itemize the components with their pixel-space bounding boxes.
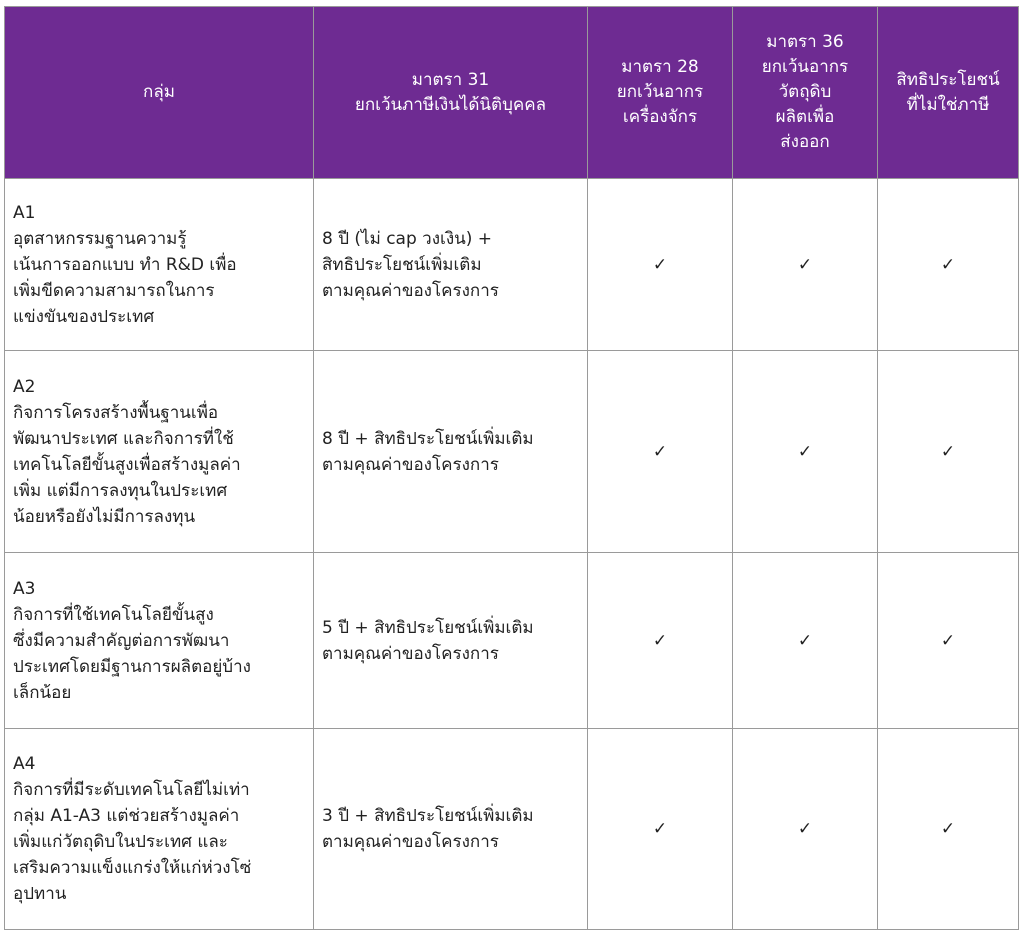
check-icon: ✓ bbox=[733, 729, 878, 930]
cit-exemption-cell: 8 ปี (ไม่ cap วงเงิน) + สิทธิประโยชน์เพิ่มเติม ตามคุณค่าของโครงการ bbox=[314, 179, 588, 351]
check-icon: ✓ bbox=[878, 179, 1019, 351]
group-code: A2 bbox=[13, 376, 36, 397]
header-non-tax: สิทธิประโยชน์ ที่ไม่ใช่ภาษี bbox=[878, 7, 1019, 179]
check-icon: ✓ bbox=[878, 729, 1019, 930]
group-cell bbox=[5, 729, 314, 930]
header-row bbox=[5, 7, 1019, 179]
check-icon: ✓ bbox=[878, 553, 1019, 729]
check-icon: ✓ bbox=[878, 351, 1019, 553]
group-description: กิจการโครงสร้างพื้นฐานเพื่อ พัฒนาประเทศ และกิจการที่ใช้ เทคโนโลยีขั้นสูงเพื่อสร้างมูลค่า เพิ่ม แต่มีการลงทุนในประเทศ น้อยหรือยังไม่มีการลงทุน bbox=[13, 402, 241, 527]
header-section-31: มาตรา 31 ยกเว้นภาษีเงินได้นิติบุคคล bbox=[314, 7, 588, 179]
check-icon: ✓ bbox=[588, 729, 733, 930]
header-group: กลุ่ม bbox=[5, 7, 314, 179]
group-description: อุตสาหกรรมฐานความรู้ เน้นการออกแบบ ทำ R&D เพื่อ เพิ่มขีดความสามารถในการ แข่งขันของประเทศ bbox=[13, 228, 237, 327]
check-icon: ✓ bbox=[588, 553, 733, 729]
group-cell bbox=[5, 351, 314, 553]
table-row bbox=[5, 553, 1019, 729]
group-cell bbox=[5, 179, 314, 351]
check-icon: ✓ bbox=[588, 351, 733, 553]
group-description: กิจการที่ใช้เทคโนโลยีขั้นสูง ซึ่งมีความสำคัญต่อการพัฒนา ประเทศโดยมีฐานการผลิตอยู่บ้าง เล็กน้อย bbox=[13, 604, 251, 703]
investment-privileges-table bbox=[4, 6, 1019, 930]
group-code: A4 bbox=[13, 754, 36, 774]
table-row bbox=[5, 729, 1019, 930]
check-icon: ✓ bbox=[733, 351, 878, 553]
group-description: กิจการที่มีระดับเทคโนโลยีไม่เท่า กลุ่ม A1-A3 แต่ช่วยสร้างมูลค่า เพิ่มแก่วัตถุดิบในประเทศ และ เสริมความแข็งแกร่งให้แก่ห่วงโซ่ อุปทาน bbox=[13, 780, 252, 904]
check-icon: ✓ bbox=[588, 179, 733, 351]
check-icon: ✓ bbox=[733, 179, 878, 351]
table-row bbox=[5, 351, 1019, 553]
cit-exemption-cell: 5 ปี + สิทธิประโยชน์เพิ่มเติม ตามคุณค่าของโครงการ bbox=[314, 553, 588, 729]
cit-exemption-cell: 8 ปี + สิทธิประโยชน์เพิ่มเติม ตามคุณค่าของโครงการ bbox=[314, 351, 588, 553]
header-section-28: มาตรา 28 ยกเว้นอากร เครื่องจักร bbox=[588, 7, 733, 179]
cit-exemption-cell: 3 ปี + สิทธิประโยชน์เพิ่มเติม ตามคุณค่าของโครงการ bbox=[314, 729, 588, 930]
header-section-36: มาตรา 36 ยกเว้นอากร วัตถุดิบ ผลิตเพื่อ ส่งออก bbox=[733, 7, 878, 179]
check-icon: ✓ bbox=[733, 553, 878, 729]
group-code: A3 bbox=[13, 578, 36, 599]
group-cell bbox=[5, 553, 314, 729]
table-row bbox=[5, 179, 1019, 351]
group-code: A1 bbox=[13, 202, 36, 223]
